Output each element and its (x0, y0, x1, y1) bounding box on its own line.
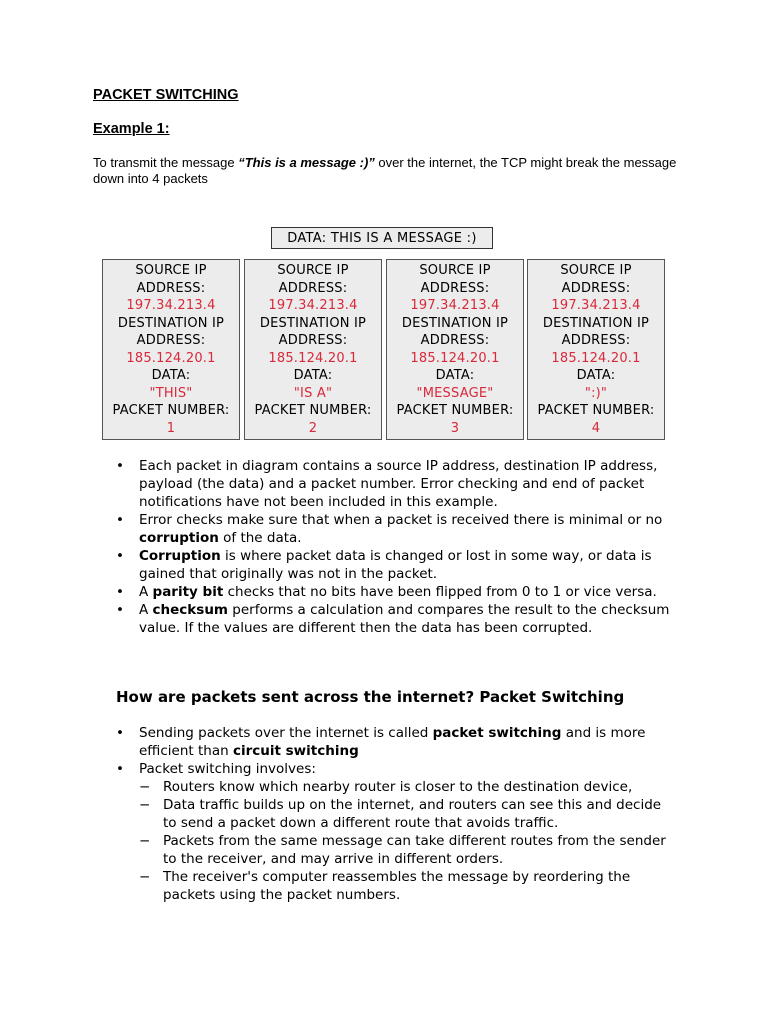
destination-label: DESTINATION IP (259, 315, 367, 331)
list-item-text: A (139, 602, 153, 618)
destination-ip-value: 185.124.20.1 (126, 350, 216, 366)
list-item-text: is where packet data is changed or lost in some way, or data is gained that originally was not in the packet. (139, 548, 652, 582)
source-label: SOURCE IP (560, 263, 632, 278)
data-value: "THIS" (149, 385, 193, 401)
list-item-term: parity bit (152, 584, 224, 600)
page-title: PACKET SWITCHING (93, 87, 239, 103)
list-item (116, 724, 676, 760)
sub-list-item: − Packets from the same message can take different routes from the sender to the receiver, and may arrive in different orders. (139, 832, 676, 868)
source-label: ADDRESS: (136, 280, 206, 296)
list-item (116, 511, 676, 547)
destination-ip-value: 185.124.20.1 (551, 350, 641, 366)
intro-text-after: over the internet, the TCP might break the message down into 4 packets (93, 155, 677, 186)
sub-list-item: − Data traffic builds up on the internet, and routers can see this and decide to send a packet down a different route that avoids traffic. (139, 796, 676, 832)
packet-box (386, 259, 524, 440)
data-value: "MESSAGE" (416, 385, 494, 401)
list-item-term: Corruption (139, 548, 221, 564)
packet-box (244, 259, 382, 440)
intro-quote: “This is a message :)” (238, 155, 375, 170)
destination-label: ADDRESS: (561, 333, 631, 348)
intro-paragraph (93, 155, 683, 187)
diagram-header: DATA: THIS IS A MESSAGE :) (271, 227, 493, 249)
destination-label: ADDRESS: (420, 333, 490, 348)
source-label: ADDRESS: (420, 280, 490, 296)
destination-label: ADDRESS: (136, 333, 206, 348)
source-label: SOURCE IP (419, 263, 491, 278)
list-item-text: A (139, 584, 153, 600)
source-label: ADDRESS: (278, 280, 348, 296)
packet-number-label: PACKET NUMBER: (112, 403, 230, 418)
packet-box (527, 259, 665, 440)
data-label: DATA: (576, 368, 616, 383)
data-value: "IS A" (293, 385, 333, 401)
data-label: DATA: (151, 368, 191, 383)
list-item-term: packet switching (432, 725, 562, 741)
data-label: DATA: (293, 368, 333, 383)
list-item (116, 601, 676, 637)
example-heading: Example 1: (93, 121, 170, 137)
section-heading: How are packets sent across the internet? Packet Switching (116, 688, 625, 706)
list-item-term: circuit switching (232, 743, 359, 759)
source-label: SOURCE IP (135, 263, 207, 278)
list-item-term: checksum (152, 602, 228, 618)
data-value: ":)" (584, 385, 608, 401)
list-item-text: and is more efficient than (139, 725, 646, 759)
list-item-text: Sending packets over the internet is called (139, 725, 433, 741)
data-label: DATA: (435, 368, 475, 383)
list-item-text: performs a calculation and compares the result to the checksum value. If the values are different then the data has been corrupted. (139, 602, 670, 636)
list-item-text: checks that no bits have been flipped from 0 to 1 or vice versa. (223, 584, 657, 600)
packet-number-label: PACKET NUMBER: (396, 403, 514, 418)
packet-number-value: 3 (450, 420, 460, 436)
list-item-text: Each packet in diagram contains a source IP address, destination IP address, payload (the data) and a packet number. Error checking and end of packet notifications have not been included in this example. (139, 458, 658, 510)
list-item (116, 583, 676, 601)
source-ip-value: 197.34.213.4 (410, 298, 500, 313)
packet-switching-list (116, 724, 676, 904)
destination-ip-value: 185.124.20.1 (410, 350, 500, 366)
source-ip-value: 197.34.213.4 (268, 298, 358, 313)
sub-list (139, 778, 676, 904)
destination-label: DESTINATION IP (117, 315, 225, 331)
list-item (116, 457, 676, 511)
list-item-text: of the data. (218, 530, 302, 546)
list-item (116, 760, 676, 904)
packet-number-value: 1 (166, 420, 176, 436)
list-item-term: corruption (139, 530, 219, 546)
destination-label: DESTINATION IP (401, 315, 509, 331)
packet-number-label: PACKET NUMBER: (537, 403, 655, 418)
destination-label: ADDRESS: (278, 333, 348, 348)
packet-box (102, 259, 240, 440)
source-ip-value: 197.34.213.4 (126, 298, 216, 313)
packet-number-value: 4 (591, 420, 601, 436)
source-ip-value: 197.34.213.4 (551, 298, 641, 313)
list-item-text: Error checks make sure that when a packet is received there is minimal or no (139, 512, 663, 528)
list-item (116, 547, 676, 583)
destination-label: DESTINATION IP (542, 315, 650, 331)
source-label: ADDRESS: (561, 280, 631, 296)
source-label: SOURCE IP (277, 263, 349, 278)
destination-ip-value: 185.124.20.1 (268, 350, 358, 366)
explanation-list (116, 457, 676, 637)
packet-number-label: PACKET NUMBER: (254, 403, 372, 418)
sub-list-item: − Routers know which nearby router is closer to the destination device, (139, 778, 676, 796)
list-item-text: Packet switching involves: (139, 761, 316, 777)
packet-number-value: 2 (308, 420, 318, 436)
intro-text-before: To transmit the message (93, 155, 239, 170)
sub-list-item: − The receiver's computer reassembles the message by reordering the packets using the packet numbers. (139, 868, 676, 904)
